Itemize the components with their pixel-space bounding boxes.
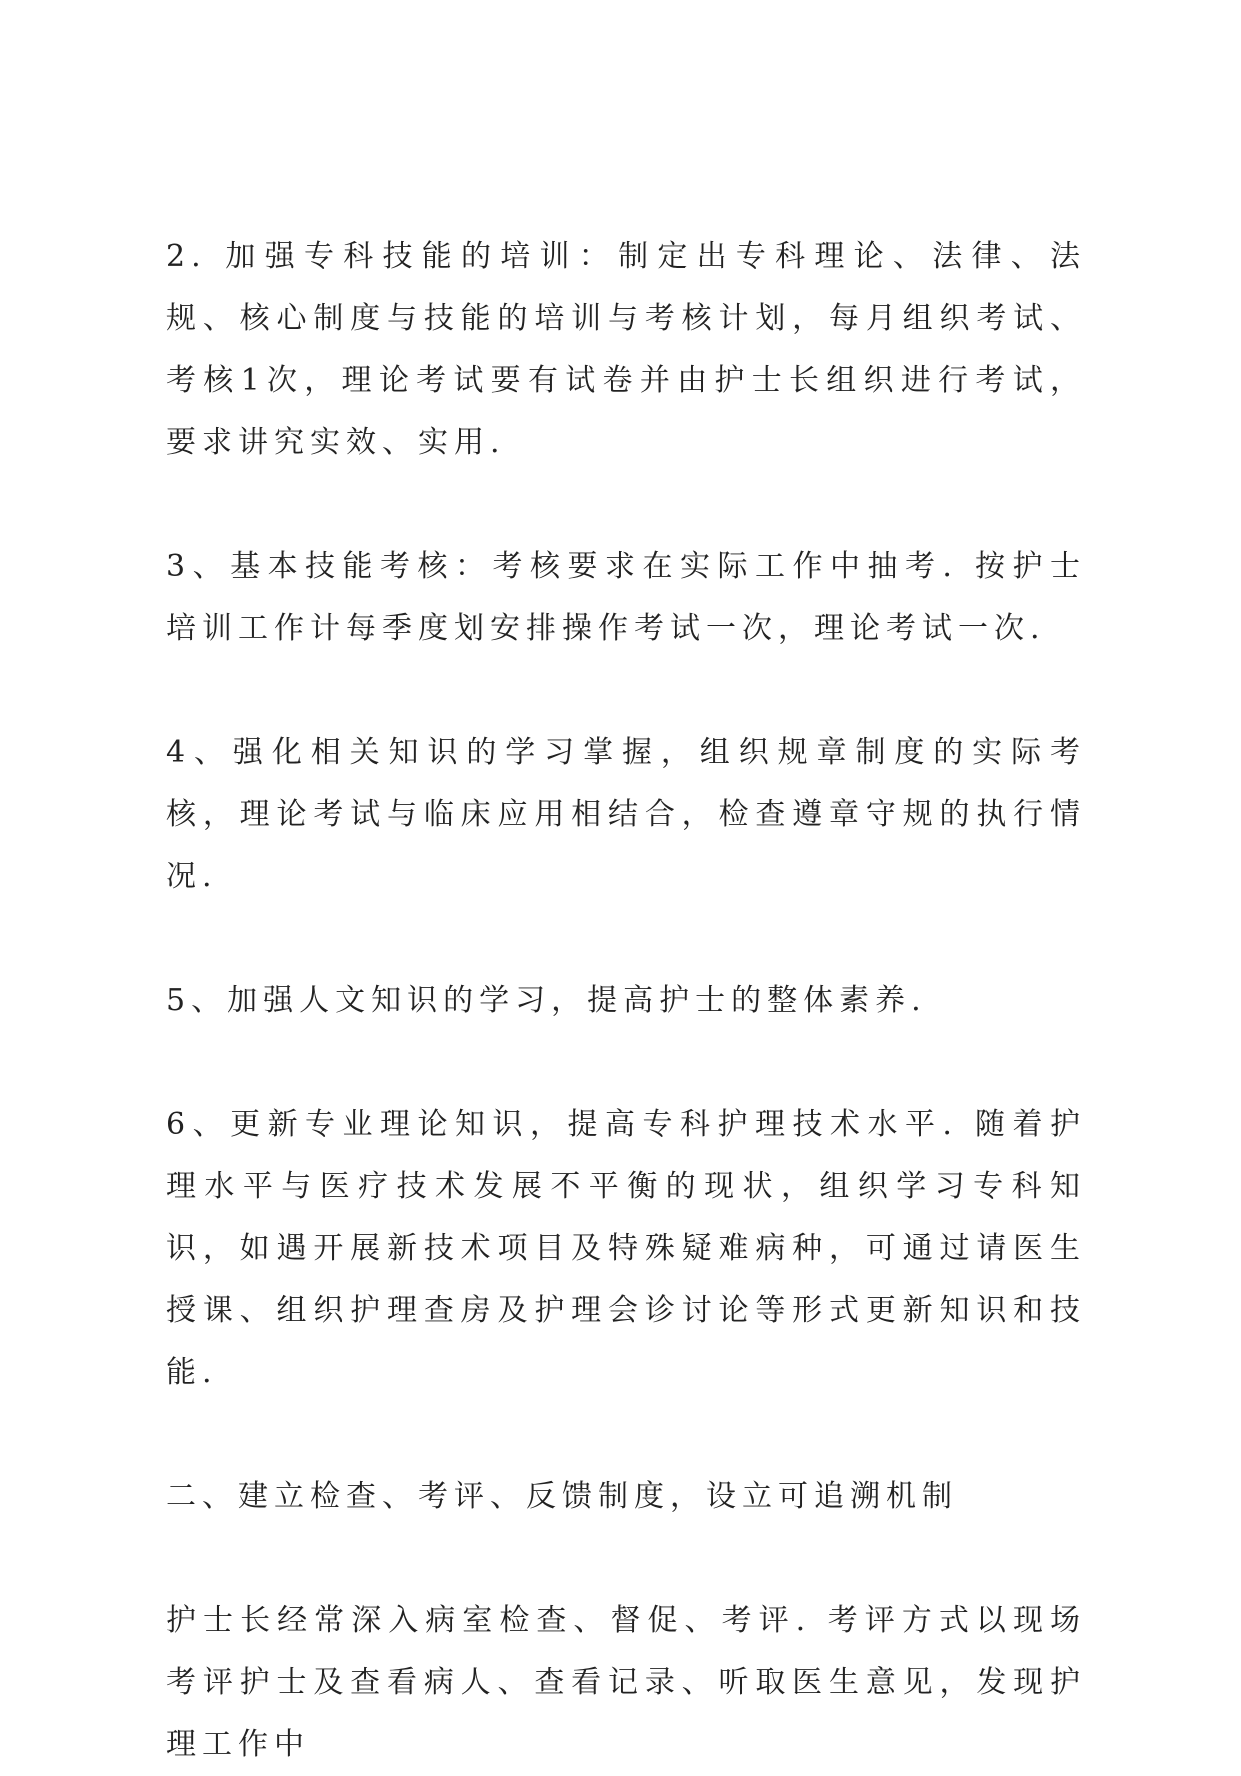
paragraph-update-theory: 6、更新专业理论知识，提高专科护理技术水平. 随着护理水平与医疗技术发展不平衡的现状，组织学习专科知识，如遇开展新技术项目及特殊疑难病种，可通过请医生授课、组织护理查房及护理会诊讨论等形式更新知识和技能.: [166, 1107, 1086, 1390]
paragraph-related-knowledge: 4、强化相关知识的学习掌握，组织规章制度的实际考核，理论考试与临床应用相结合，检查遵章守规的执行情况.: [166, 735, 1086, 894]
paragraph-humanities: 5、加强人文知识的学习，提高护士的整体素养.: [166, 983, 927, 1018]
paragraph-basic-skills: 3、基本技能考核：考核要求在实际工作中抽考. 按护士培训工作计每季度划安排操作考试一次，理论考试一次.: [166, 549, 1086, 646]
paragraph-head-nurse: 护士长经常深入病室检查、督促、考评. 考评方式以现场考评护士及查看病人、查看记录、听取医生意见，发现护理工作中: [166, 1603, 1086, 1762]
section-heading-inspection: 二、建立检查、考评、反馈制度，设立可追溯机制: [166, 1479, 958, 1514]
paragraph-specialty-training: 2. 加强专科技能的培训：制定出专科理论、法律、法规、核心制度与技能的培训与考核计划，每月组织考试、考核1次，理论考试要有试卷并由护士长组织进行考试，要求讲究实效、实用.: [166, 239, 1086, 460]
document-body: [166, 226, 1086, 1776]
